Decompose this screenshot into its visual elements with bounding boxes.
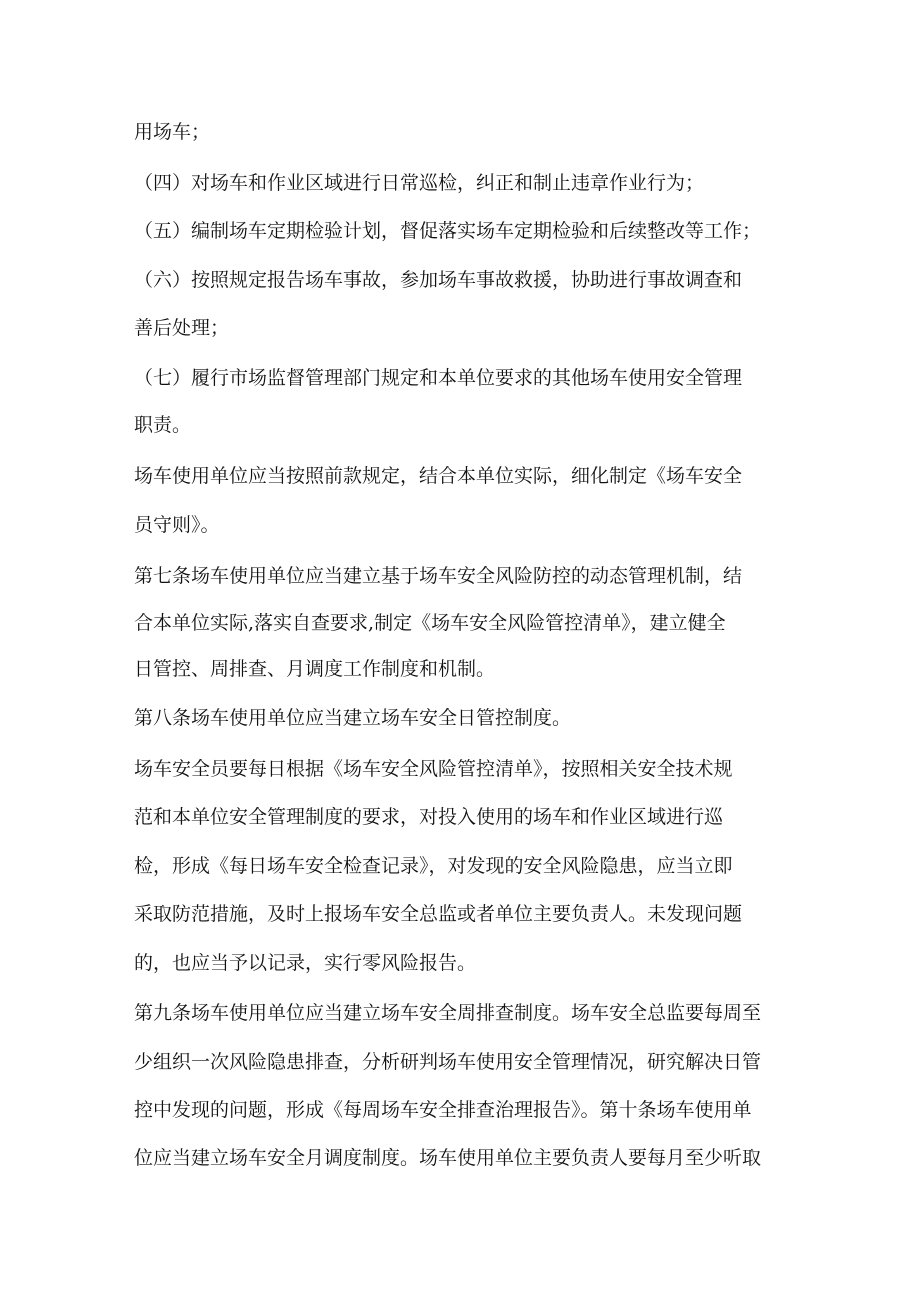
- text-line: 控中发现的问题，形成《每周场车安全排查治理报告》。第十条场车使用单: [134, 1099, 752, 1121]
- text-line: 第八条场车使用单位应当建立场车安全日管控制度。: [134, 707, 572, 729]
- text-line: 日管控、周排查、月调度工作制度和机制。: [134, 658, 496, 680]
- text-line: （七）履行市场监督管理部门规定和本单位要求的其他场车使用安全管理: [134, 367, 743, 389]
- text-line: 用场车；: [134, 121, 211, 143]
- text-line: 位应当建立场车安全月调度制度。场车使用单位主要负责人要每月至少听取: [134, 1147, 762, 1169]
- text-line: 第七条场车使用单位应当建立基于场车安全风险防控的动态管理机制，结: [134, 565, 743, 587]
- text-line: （四）对场车和作业区域进行日常巡检，纠正和制止违章作业行为；: [134, 172, 705, 194]
- text-line: 采取防范措施，及时上报场车安全总监或者单位主要负责人。未发现问题: [134, 903, 743, 925]
- text-line: 善后处理；: [134, 317, 230, 339]
- text-line: 第九条场车使用单位应当建立场车安全周排查制度。场车安全总监要每周至: [134, 1002, 762, 1024]
- text-line: 的，也应当予以记录，实行零风险报告。: [134, 952, 477, 974]
- text-line: 检，形成《每日场车安全检查记录》，对发现的安全风险隐患，应当立即: [134, 855, 733, 877]
- text-line: 职责。: [134, 414, 192, 436]
- text-line: 场车安全员要每日根据《场车安全风险管控清单》，按照相关安全技术规: [134, 758, 733, 780]
- text-line: 员守则》。: [134, 514, 220, 536]
- text-line: 合本单位实际,落实自查要求,制定《场车安全风险管控清单》，建立健全: [134, 612, 726, 634]
- text-line: 少组织一次风险隐患排查，分析研判场车使用安全管理情况，研究解决日管: [134, 1051, 762, 1073]
- text-line: （六）按照规定报告场车事故，参加场车事故救援，协助进行事故调查和: [134, 269, 743, 291]
- text-line: （五）编制场车定期检验计划，督促落实场车定期检验和后续整改等工作；: [134, 220, 762, 242]
- text-line: 场车使用单位应当按照前款规定，结合本单位实际，细化制定《场车安全: [134, 465, 743, 487]
- text-line: 范和本单位安全管理制度的要求，对投入使用的场车和作业区域进行巡: [134, 806, 724, 828]
